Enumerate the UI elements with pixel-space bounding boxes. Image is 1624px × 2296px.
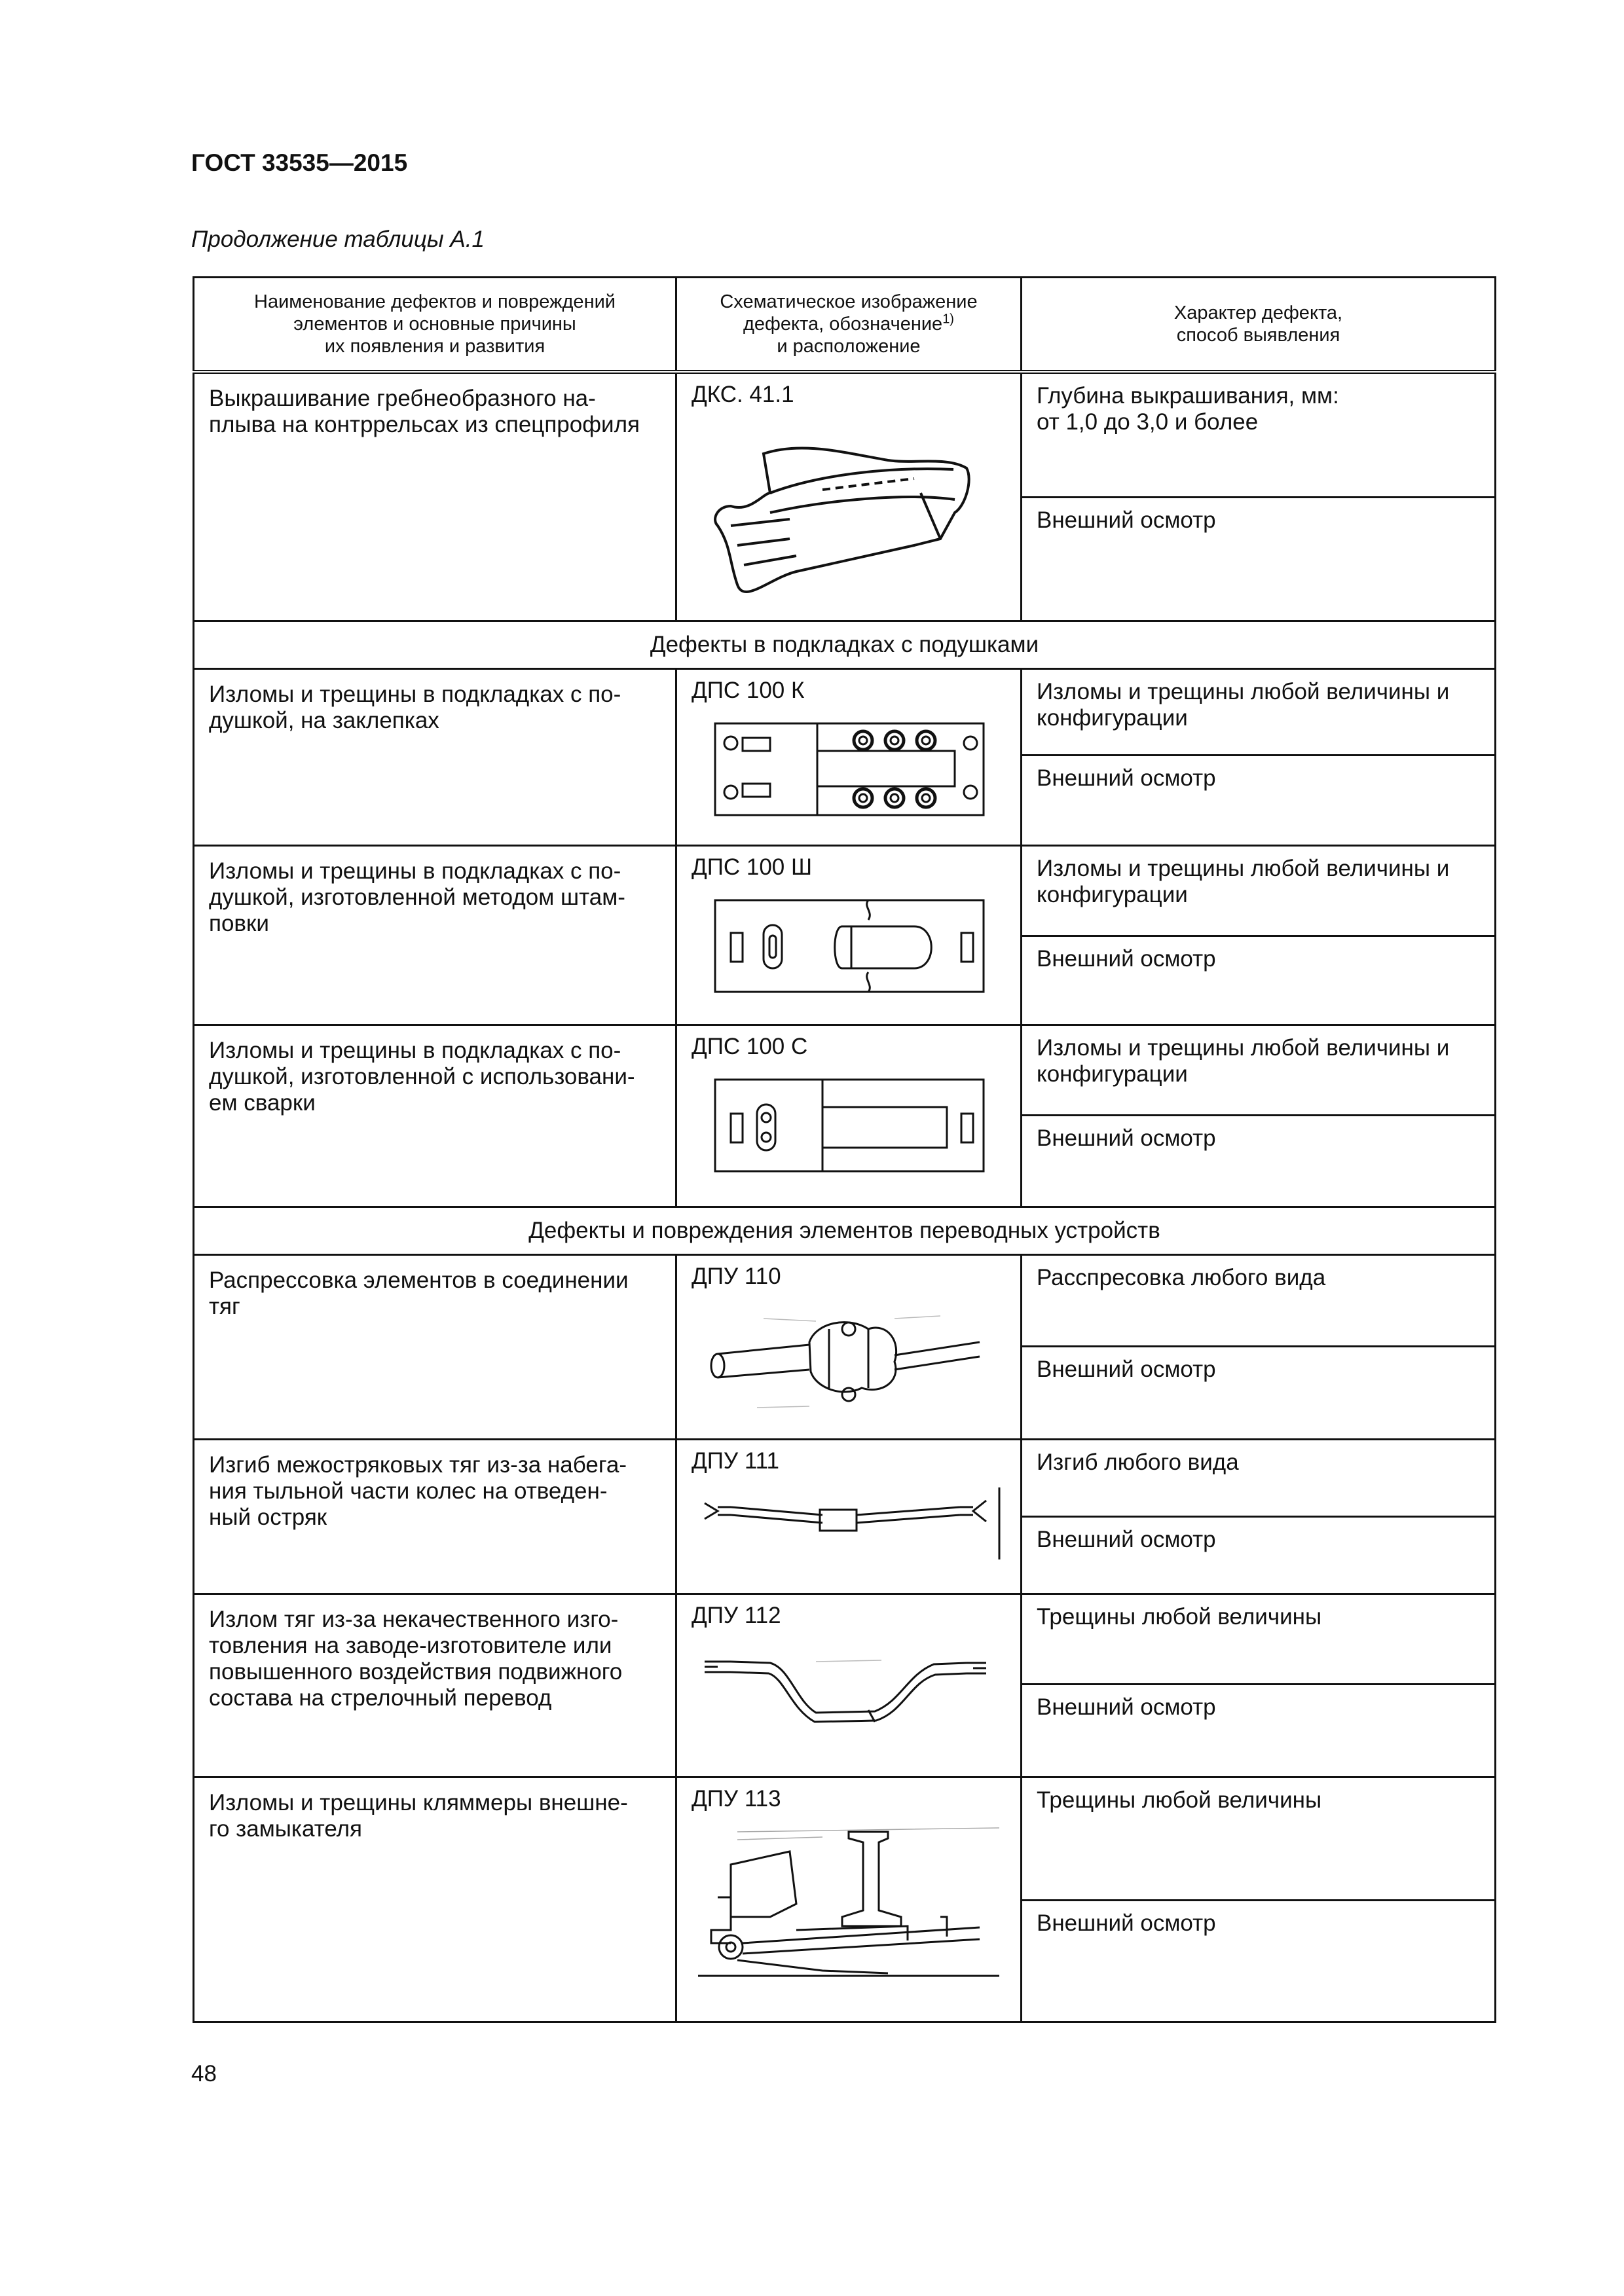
scheme-cell: [676, 1254, 1022, 1439]
document-code: ГОСТ 33535—2015: [191, 149, 408, 176]
character-cell: [1022, 1594, 1496, 1777]
defect-character: Изломы и трещины любой величины и конфигурации: [1022, 1026, 1494, 1116]
scheme-cell: [676, 845, 1022, 1025]
footnote-mark: 1): [942, 312, 954, 327]
table-row: [194, 845, 1496, 1025]
character-cell: [1022, 845, 1496, 1025]
defect-name: Изломы и трещины в подкладках с по- душкой, на заклепках: [194, 668, 676, 845]
detection-method: Внешний осмотр: [1037, 765, 1216, 791]
defect-name: Распрессовка элементов в соединении тяг: [194, 1254, 676, 1439]
detection-method: Внешний осмотр: [1037, 1356, 1216, 1382]
defect-name: Изломы и трещины в подкладках с по- душкой, изготовленной методом штам- повки: [194, 845, 676, 1025]
defect-character: Расспресовка любого вида: [1022, 1256, 1494, 1347]
defect-code: ДПС 100 К: [692, 677, 805, 703]
detection-method: Внешний осмотр: [1037, 507, 1216, 533]
character-cell: [1022, 1777, 1496, 2022]
table-row: [194, 372, 1496, 621]
defect-character: Глубина выкрашивания, мм: от 1,0 до 3,0 и более: [1022, 374, 1494, 498]
detection-method: Внешний осмотр: [1037, 1125, 1216, 1151]
defect-character: Изгиб любого вида: [1022, 1440, 1494, 1518]
scheme-cell: [676, 1594, 1022, 1777]
page-number: 48: [191, 2061, 217, 2086]
scheme-cell: [676, 372, 1022, 621]
defect-code: ДПС 100 С: [692, 1033, 808, 1059]
defect-code: ДПУ 111: [692, 1448, 780, 1474]
guard-rail-profile-drawing: [692, 414, 1006, 611]
table-caption: Продолжение таблицы А.1: [191, 227, 485, 252]
detection-method: Внешний осмотр: [1037, 1910, 1216, 1936]
bent-rod-drawing: [692, 1481, 1006, 1566]
character-cell: [1022, 1025, 1496, 1207]
table-row: [194, 668, 1496, 845]
defect-character: Изломы и трещины любой величины и конфигурации: [1022, 670, 1494, 756]
defect-name: Изломы и трещины в подкладках с по- душкой, изготовленной с использовани- ем сварки: [194, 1025, 676, 1207]
column-header-character: Характер дефекта, способ выявления: [1022, 278, 1496, 373]
section-row: [194, 1207, 1496, 1254]
defect-code: ДПУ 112: [692, 1602, 781, 1628]
defect-name: Выкрашивание гребнеобразного на- плыва на контррельсах из спецпрофиля: [194, 372, 676, 621]
detection-method: Внешний осмотр: [1037, 1694, 1216, 1720]
scheme-cell: [676, 1025, 1022, 1207]
detection-method: Внешний осмотр: [1037, 1526, 1216, 1552]
table-row: [194, 1025, 1496, 1207]
table-row: [194, 1594, 1496, 1777]
section-title: Дефекты в подкладках с подушками: [194, 621, 1496, 668]
welded-plate-drawing: [692, 1066, 993, 1178]
defect-name: Изломы и трещины кляммеры внешне- го замыкателя: [194, 1777, 676, 2022]
scheme-cell: [676, 1777, 1022, 2022]
section-title: Дефекты и повреждения элементов переводных устройств: [194, 1207, 1496, 1254]
character-cell: [1022, 372, 1496, 621]
table-header-row: [194, 278, 1496, 373]
defect-character: Трещины любой величины: [1022, 1595, 1494, 1685]
broken-rod-drawing: [692, 1635, 1006, 1740]
character-cell: [1022, 1439, 1496, 1594]
riveted-plate-drawing: [692, 710, 993, 822]
defect-code: ДПУ 113: [692, 1785, 781, 1812]
table-row: [194, 1777, 1496, 2022]
stamped-plate-drawing: [692, 887, 993, 998]
column-header-scheme: Схематическое изображение дефекта, обозначение$^{1)}$ и расположение: [676, 278, 1022, 373]
defect-code: ДКС. 41.1: [692, 382, 794, 407]
defects-table: [193, 276, 1496, 2023]
defect-name: Изгиб межостряковых тяг из-за набега- ния тыльной части колес на отведен- ный остряк: [194, 1439, 676, 1594]
defect-code: ДПС 100 Ш: [692, 854, 813, 880]
character-cell: [1022, 1254, 1496, 1439]
table-row: [194, 1439, 1496, 1594]
external-lock-clamp-drawing: [692, 1819, 1006, 2002]
column-header-name: Наименование дефектов и повреждений элементов и основные причины их появления и развития: [194, 278, 676, 373]
defect-name: Излом тяг из-за некачественного изго- товления на заводе-изготовителе или повышенного воздействия подвижного состава на стрелочный перевод: [194, 1594, 676, 1777]
scheme-cell: [676, 1439, 1022, 1594]
scheme-cell: [676, 668, 1022, 845]
rod-joint-drawing: [692, 1296, 993, 1414]
table-row: [194, 1254, 1496, 1439]
defect-character: Изломы и трещины любой величины и конфигурации: [1022, 847, 1494, 937]
detection-method: Внешний осмотр: [1037, 945, 1216, 972]
defect-character: Трещины любой величины: [1022, 1778, 1494, 1901]
character-cell: [1022, 668, 1496, 845]
defect-code: ДПУ 110: [692, 1263, 781, 1289]
section-row: [194, 621, 1496, 668]
